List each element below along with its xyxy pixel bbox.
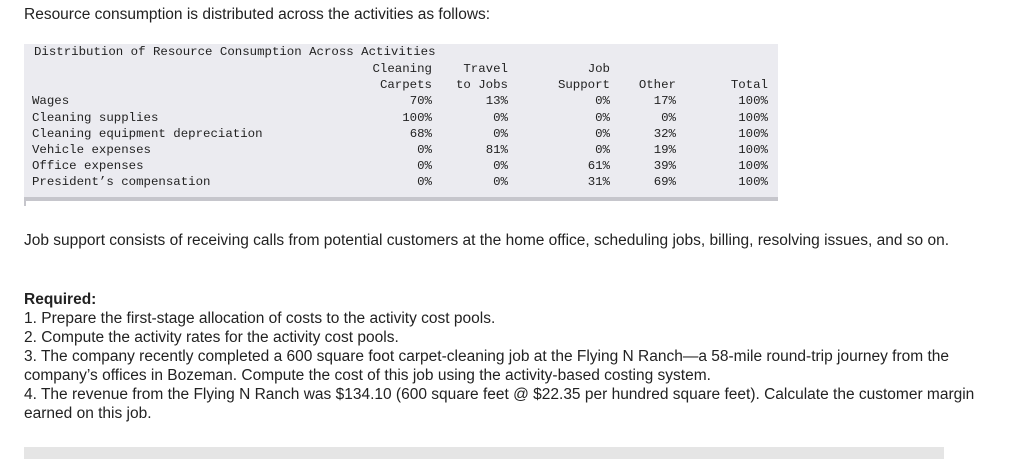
table-title: Distribution of Resource Consumption Across Activities: [34, 45, 436, 59]
col-header-1b: Carpets: [379, 78, 432, 93]
cell: 70%: [409, 94, 432, 109]
cell: 0%: [417, 159, 432, 174]
cell: 17%: [653, 94, 676, 109]
cell: 0%: [417, 175, 432, 190]
row-label: Vehicle expenses: [32, 143, 151, 158]
cell: 100%: [738, 94, 768, 109]
distribution-table: [24, 44, 778, 201]
header-row-2: [32, 77, 768, 93]
cell: 0%: [595, 110, 610, 125]
row-label: Office expenses: [32, 159, 144, 174]
table-divider: [24, 198, 26, 206]
cell: 0%: [493, 126, 508, 141]
table-row: [32, 93, 768, 109]
cell: 13%: [485, 94, 508, 109]
required-item: 3. The company recently completed a 600 square foot carpet-cleaning job at the Flying N Ranch—a 58-mile round-trip journey from the company’s offices in Bozeman. Compute the cost of this job using the activity-based costing system.: [24, 348, 950, 384]
col-header-3b: Support: [557, 78, 610, 93]
col-header-2b: to Jobs: [455, 78, 508, 93]
cell: 100%: [738, 175, 768, 190]
cell: 100%: [402, 110, 432, 125]
col-header-1: Cleaning: [372, 62, 432, 76]
row-label: Cleaning equipment depreciation: [32, 126, 263, 141]
table-row: [32, 142, 768, 158]
cell: 19%: [653, 143, 676, 158]
cell: 81%: [485, 143, 508, 158]
cell: 100%: [738, 159, 768, 174]
row-label: Wages: [32, 94, 70, 109]
cell: 100%: [738, 143, 768, 158]
required-item: 4. The revenue from the Flying N Ranch was $134.10 (600 square feet @ $22.35 per hundred square feet). Calculate the customer margin earned on this job.: [24, 386, 975, 422]
cell: 0%: [595, 94, 610, 109]
col-header-4b: Other: [638, 78, 676, 93]
col-header-2: Travel: [463, 62, 508, 76]
cell: 0%: [417, 143, 432, 158]
required-item: 1. Prepare the first-stage allocation of costs to the activity cost pools.: [24, 310, 496, 327]
table-row: [32, 174, 768, 190]
cell: 39%: [653, 159, 676, 174]
cell: 0%: [595, 143, 610, 158]
cell: 0%: [493, 110, 508, 125]
cell: 69%: [653, 175, 676, 190]
col-header-5b: Total: [730, 78, 768, 93]
cell: 100%: [738, 110, 768, 125]
cell: 100%: [738, 126, 768, 141]
table-row: [32, 126, 768, 142]
required-section: [24, 290, 1014, 423]
cell: 0%: [493, 159, 508, 174]
table-row: [32, 158, 768, 174]
cell: 61%: [587, 159, 610, 174]
col-header-5: [676, 61, 768, 77]
cell: 31%: [587, 175, 610, 190]
col-header-4: [610, 61, 676, 77]
cell: 0%: [493, 175, 508, 190]
cell: 0%: [661, 110, 676, 125]
job-support-note: Job support consists of receiving calls from potential customers at the home office, scheduling jobs, billing, resolving issues, and so on.: [24, 232, 950, 249]
table-row: [32, 110, 768, 126]
cell: 68%: [409, 126, 432, 141]
cell: 32%: [653, 126, 676, 141]
required-heading: Required:: [24, 291, 97, 308]
row-label: President’s compensation: [32, 175, 211, 190]
cell: 0%: [595, 126, 610, 141]
intro-text: Resource consumption is distributed across the activities as follows:: [24, 6, 491, 23]
answer-input-bar[interactable]: [24, 447, 944, 459]
row-label: Cleaning supplies: [32, 110, 159, 125]
distribution-grid: [32, 61, 768, 191]
required-item: 2. Compute the activity rates for the activity cost pools.: [24, 329, 399, 346]
header-row-1: [32, 61, 768, 77]
col-header-3: Job: [587, 62, 610, 76]
